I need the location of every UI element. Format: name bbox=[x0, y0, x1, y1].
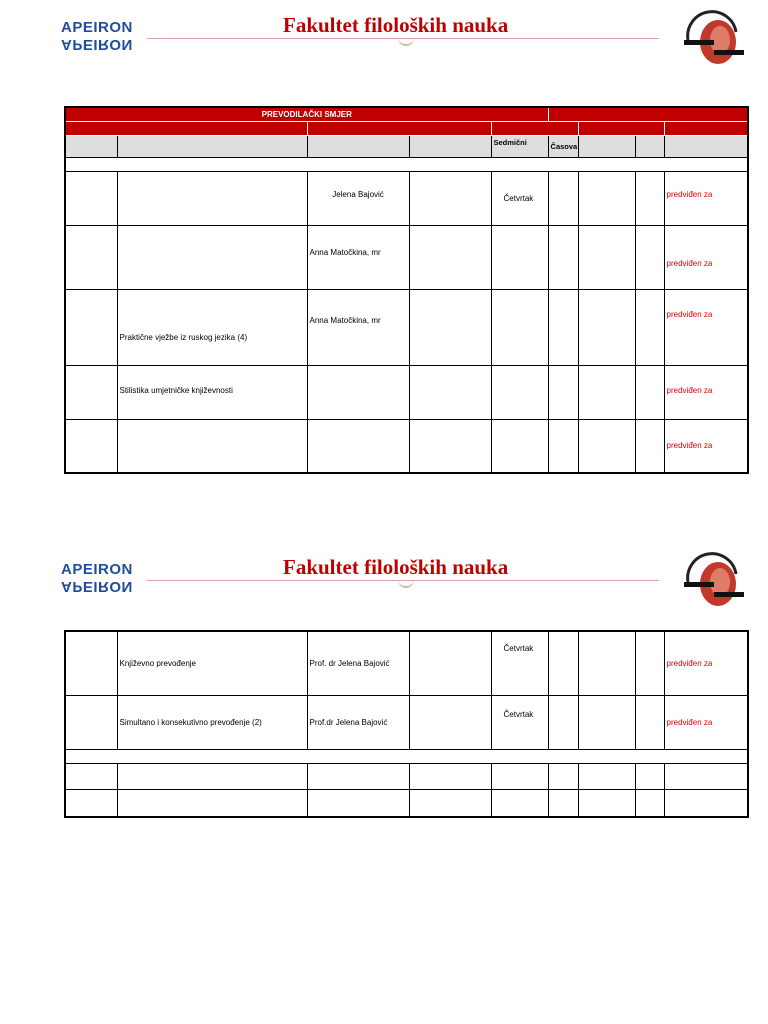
teacher-cell: Prof. dr Jelena Bajović bbox=[307, 631, 409, 695]
teacher-cell: Prof.dr Jelena Bajović bbox=[307, 695, 409, 749]
spacer-row bbox=[65, 157, 748, 171]
note-cell: predviđen za bbox=[664, 365, 748, 419]
subject-cell bbox=[117, 171, 307, 225]
faculty-seal-icon bbox=[674, 10, 746, 70]
schedule-table-1 bbox=[64, 106, 749, 474]
table-row bbox=[65, 225, 748, 289]
table-row bbox=[65, 789, 748, 817]
note-cell: predviđen za bbox=[664, 171, 748, 225]
subject-cell: Simultano i konsekutivno prevođenje (2) bbox=[117, 695, 307, 749]
subject-cell: Praktične vježbe iz ruskog jezika (4) bbox=[117, 289, 307, 365]
header-weekly: Sedmični bbox=[491, 135, 548, 157]
section-title: PREVODILAČKI SMJER bbox=[65, 107, 548, 121]
table-row bbox=[65, 631, 748, 695]
divider-ornament-icon bbox=[398, 38, 414, 46]
apeiron-logo: APEIRON APEIRON bbox=[61, 561, 133, 595]
section-title-row bbox=[65, 107, 748, 121]
teacher-cell: Jelena Bajović bbox=[307, 171, 409, 225]
subject-cell: Stilistika umjetničke književnosti bbox=[117, 365, 307, 419]
day-cell bbox=[491, 225, 548, 289]
apeiron-logo: APEIRON APEIRON bbox=[61, 19, 133, 53]
faculty-title: Fakultet filoloških nauka bbox=[283, 13, 509, 37]
note-cell: predviđen za bbox=[664, 631, 748, 695]
divider-ornament-icon bbox=[398, 580, 414, 588]
note-cell: predviđen za bbox=[664, 289, 748, 365]
section-subheader-row bbox=[65, 121, 748, 135]
note-cell: predviđen za bbox=[664, 419, 748, 473]
header-hours: Časova bbox=[548, 135, 578, 157]
day-cell: Četvrtak bbox=[491, 695, 548, 749]
day-cell bbox=[491, 419, 548, 473]
table-row bbox=[65, 763, 748, 789]
day-cell: Četvrtak bbox=[491, 631, 548, 695]
schedule-table-2 bbox=[64, 630, 749, 818]
spacer-row bbox=[65, 749, 748, 763]
subject-cell bbox=[117, 419, 307, 473]
table-row bbox=[65, 365, 748, 419]
page-header-2 bbox=[0, 552, 768, 612]
teacher-cell: Anna Matočkina, mr bbox=[307, 225, 409, 289]
day-cell bbox=[491, 289, 548, 365]
teacher-cell: Anna Matočkina, mr bbox=[307, 289, 409, 365]
column-header-row bbox=[65, 135, 748, 157]
subject-cell bbox=[117, 225, 307, 289]
table-row bbox=[65, 695, 748, 749]
faculty-title: Fakultet filoloških nauka bbox=[283, 555, 509, 579]
table-row bbox=[65, 419, 748, 473]
day-cell: Četvrtak bbox=[491, 171, 548, 225]
note-cell: predviđen za bbox=[664, 695, 748, 749]
subject-cell: Književno prevođenje bbox=[117, 631, 307, 695]
page-header-1 bbox=[0, 10, 768, 70]
note-cell: predviđen za bbox=[664, 225, 748, 289]
teacher-cell bbox=[307, 365, 409, 419]
day-cell bbox=[491, 365, 548, 419]
table-row bbox=[65, 171, 748, 225]
table-row bbox=[65, 289, 748, 365]
faculty-seal-icon bbox=[674, 552, 746, 612]
teacher-cell bbox=[307, 419, 409, 473]
